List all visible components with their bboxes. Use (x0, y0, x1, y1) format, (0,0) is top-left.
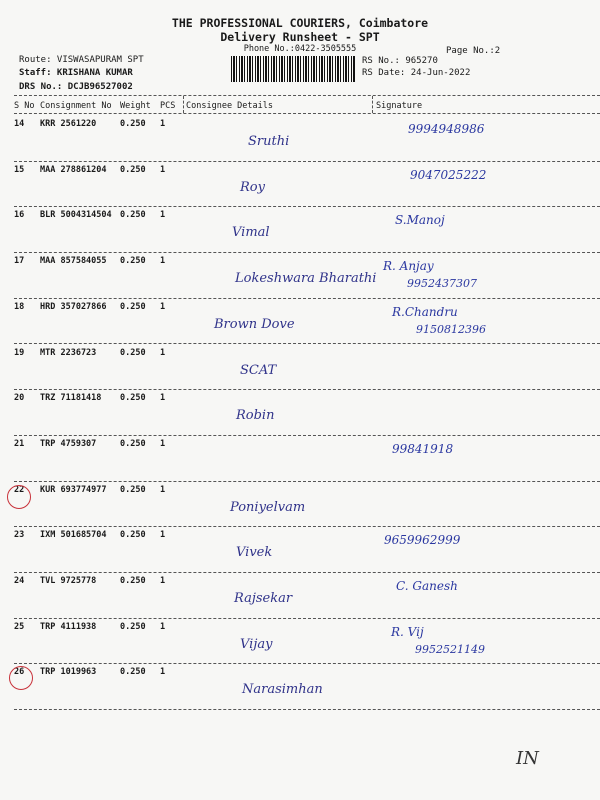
table-row (0, 436, 600, 482)
red-circle-mark (9, 666, 33, 690)
consignment-number: TRP 4759307 (40, 438, 97, 449)
weight-value: 0.250 (120, 667, 146, 678)
table-row (0, 207, 600, 253)
consignment-number: KRR 2561220 (40, 119, 97, 129)
col-consignee: Consignee Details (186, 101, 273, 111)
consignment-number: TRP 4111938 (40, 621, 97, 632)
header-rule-bottom (14, 113, 600, 114)
pieces-count: 1 (160, 484, 166, 495)
rs-date: RS Date: 24-Jun-2022 (362, 68, 471, 78)
pieces-count: 1 (160, 530, 166, 541)
signature-handwriting: C. Ganesh (396, 579, 458, 593)
header-divider (372, 96, 373, 113)
consignee-handwritten-name: Lokeshwara Bharathi (235, 271, 377, 287)
consignee-handwritten-name: SCAT (240, 362, 277, 378)
staff-label: Staff: KRISHANA KUMAR (19, 68, 133, 78)
red-circle-mark (7, 485, 31, 509)
col-pcs: PCS (160, 101, 176, 111)
table-row (0, 390, 600, 436)
signature-phone: 9952521149 (415, 642, 485, 656)
signature-handwriting: R. Anjay (383, 259, 434, 274)
signature-handwriting: 9659962999 (384, 533, 461, 548)
weight-value: 0.250 (120, 393, 146, 404)
consignment-number: MAA 278861204 (40, 164, 107, 175)
page-number: Page No.:2 (446, 46, 501, 56)
col-sno: S No (14, 101, 35, 111)
pieces-count: 1 (160, 393, 166, 404)
runsheet-subtitle: Delivery Runsheet - SPT (220, 30, 380, 44)
weight-value: 0.250 (120, 438, 146, 449)
col-signature: Signature (376, 101, 423, 111)
footer-mark: IN (516, 748, 539, 769)
consignment-number: TRP 1019963 (40, 667, 97, 678)
serial-number: 21 (14, 438, 25, 449)
serial-number: 26 (14, 667, 25, 678)
rs-number: RS No.: 965270 (362, 56, 438, 66)
pieces-count: 1 (160, 256, 166, 267)
table-row (0, 482, 600, 528)
pieces-count: 1 (160, 164, 166, 175)
serial-number: 15 (14, 164, 25, 175)
table-row (0, 345, 600, 391)
barcode (231, 56, 355, 82)
consignment-number: HRD 357027866 (40, 301, 107, 312)
signature-handwriting: R.Chandru (392, 304, 458, 319)
weight-value: 0.250 (120, 347, 146, 358)
signature-handwriting: R. Vij (391, 624, 424, 639)
signature-handwriting: 9994948986 (408, 122, 485, 136)
serial-number: 25 (14, 621, 25, 632)
weight-value: 0.250 (120, 621, 146, 632)
table-row (0, 527, 600, 573)
pieces-count: 1 (160, 119, 166, 129)
weight-value: 0.250 (120, 256, 146, 267)
consignee-handwritten-name: Vimal (232, 225, 270, 241)
serial-number: 16 (14, 210, 25, 221)
consignee-handwritten-name: Rajsekar (234, 591, 293, 606)
serial-number: 20 (14, 393, 25, 404)
table-row (0, 299, 600, 345)
serial-number: 18 (14, 301, 25, 312)
phone-number: Phone No.:0422-3505555 (243, 44, 357, 54)
col-consignment: Consignment No (40, 101, 112, 111)
serial-number: 22 (14, 484, 25, 495)
col-weight: Weight (120, 101, 151, 111)
signature-handwriting: 9047025222 (410, 167, 487, 182)
pieces-count: 1 (160, 438, 166, 449)
consignment-number: IXM 501685704 (40, 530, 107, 541)
table-row (0, 253, 600, 299)
consignment-number: MAA 857584055 (40, 256, 107, 267)
weight-value: 0.250 (120, 210, 146, 221)
weight-value: 0.250 (120, 530, 146, 541)
consignee-handwritten-name: Sruthi (248, 134, 290, 149)
consignee-handwritten-name: Brown Dove (214, 316, 295, 332)
signature-phone: 9150812396 (416, 322, 486, 336)
drs-number: DRS No.: DCJB96527002 (19, 82, 133, 92)
pieces-count: 1 (160, 667, 166, 678)
consignee-handwritten-name: Roy (240, 179, 265, 195)
signature-phone: 9952437307 (407, 277, 477, 291)
serial-number: 17 (14, 256, 25, 267)
row-divider (14, 709, 600, 710)
company-title: THE PROFESSIONAL COURIERS, Coimbatore (171, 16, 429, 30)
header-divider (183, 96, 184, 113)
pieces-count: 1 (160, 347, 166, 358)
table-row (0, 619, 600, 665)
serial-number: 14 (14, 119, 25, 129)
consignee-handwritten-name: Narasimhan (242, 682, 323, 698)
route-label: Route: VISWASAPURAM SPT (19, 55, 144, 65)
pieces-count: 1 (160, 621, 166, 632)
header-rule-top (14, 95, 600, 96)
weight-value: 0.250 (120, 484, 146, 495)
table-row (0, 116, 600, 162)
consignee-handwritten-name: Vijay (240, 636, 273, 652)
table-row (0, 573, 600, 619)
serial-number: 19 (14, 347, 25, 358)
signature-handwriting: 99841918 (392, 441, 454, 456)
serial-number: 24 (14, 576, 25, 586)
consignee-handwritten-name: Vivek (236, 545, 273, 561)
table-row (0, 162, 600, 208)
weight-value: 0.250 (120, 119, 146, 129)
pieces-count: 1 (160, 210, 166, 221)
pieces-count: 1 (160, 576, 166, 586)
signature-handwriting: S.Manoj (395, 213, 445, 228)
consignment-number: MTR 2236723 (40, 347, 97, 358)
consignee-handwritten-name: Robin (236, 408, 275, 424)
consignment-number: TVL 9725778 (40, 576, 97, 586)
weight-value: 0.250 (120, 164, 146, 175)
weight-value: 0.250 (120, 576, 146, 586)
consignment-number: KUR 693774977 (40, 484, 107, 495)
consignment-number: BLR 5004314504 (40, 210, 112, 221)
consignee-handwritten-name: Poniyelvam (230, 499, 306, 515)
consignment-number: TRZ 71181418 (40, 393, 102, 404)
table-row (0, 664, 600, 710)
weight-value: 0.250 (120, 301, 146, 312)
pieces-count: 1 (160, 301, 166, 312)
serial-number: 23 (14, 530, 25, 541)
